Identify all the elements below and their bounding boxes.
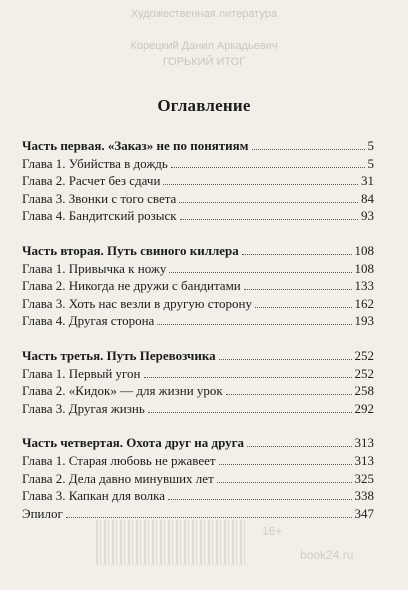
chapter-title: Глава 1. Убийства в дождь xyxy=(22,155,168,171)
toc-chapter-row xyxy=(22,295,374,313)
toc-chapter-row xyxy=(22,155,374,173)
part-title: Часть первая. «Заказ» не по понятиям xyxy=(22,138,249,153)
page-number: 93 xyxy=(361,208,374,224)
dot-leader xyxy=(179,202,358,203)
page-number: 84 xyxy=(361,190,374,206)
toc-chapter-row xyxy=(22,505,374,523)
toc-chapter-row xyxy=(22,190,374,208)
dot-leader xyxy=(247,446,351,447)
dot-leader xyxy=(255,307,352,308)
toc-chapter-row xyxy=(22,277,374,295)
toc-chapter-row xyxy=(22,260,374,278)
toc-section xyxy=(22,347,374,417)
toc-part-row xyxy=(22,434,374,452)
page-number: 193 xyxy=(354,313,374,329)
dot-leader xyxy=(66,517,352,518)
toc-chapter-row xyxy=(22,470,374,488)
show-through-text: Художественная литература xyxy=(130,8,278,20)
dot-leader xyxy=(219,464,352,465)
toc-chapter-row xyxy=(22,487,374,505)
chapter-title: Глава 1. Старая любовь не ржавеет xyxy=(22,452,216,468)
page-number: 31 xyxy=(361,173,374,189)
page-number: 347 xyxy=(354,505,374,521)
dot-leader xyxy=(219,359,352,360)
dot-leader xyxy=(180,219,358,220)
dot-leader xyxy=(144,377,352,378)
page-number: 252 xyxy=(354,365,374,381)
chapter-title: Глава 3. Другая жизнь xyxy=(22,400,145,416)
toc-chapter-row xyxy=(22,452,374,470)
chapter-title: Глава 1. Первый угон xyxy=(22,365,141,381)
toc-chapter-row xyxy=(22,312,374,330)
chapter-title: Глава 2. «Кидок» — для жизни урок xyxy=(22,383,223,399)
dot-leader xyxy=(163,184,358,185)
toc-heading: Оглавление xyxy=(157,96,251,115)
show-through-text: 16+ xyxy=(262,524,283,538)
toc-part-row xyxy=(22,137,374,155)
toc-section xyxy=(22,434,374,522)
toc-part-row xyxy=(22,242,374,260)
page-number: 5 xyxy=(367,138,374,153)
show-through-text: book24.ru xyxy=(300,548,354,562)
page-number: 252 xyxy=(354,347,374,363)
part-title: Часть четвертая. Охота друг на друга xyxy=(22,435,245,451)
page-number: 258 xyxy=(354,383,374,399)
page-number: 5 xyxy=(367,155,374,171)
dot-leader xyxy=(252,149,365,150)
toc-part-row xyxy=(22,347,374,365)
toc-chapter-row xyxy=(22,400,374,418)
part-title: Часть вторая. Путь свиного киллера xyxy=(22,242,239,258)
page-number: 108 xyxy=(354,242,374,258)
table-of-contents xyxy=(22,137,374,539)
page-number: 313 xyxy=(354,452,374,468)
chapter-title: Глава 4. Другая сторона xyxy=(22,313,155,329)
dot-leader xyxy=(157,324,351,325)
toc-chapter-row xyxy=(22,382,374,400)
chapter-title: Глава 4. Бандитский розыск xyxy=(22,208,177,224)
dot-leader xyxy=(171,167,365,168)
chapter-title: Глава 1. Привычка к ножу xyxy=(22,260,167,276)
chapter-title: Глава 3. Хоть нас везли в другую сторону xyxy=(22,295,252,311)
chapter-title: Глава 3. Капкан для волка xyxy=(22,488,166,504)
dot-leader xyxy=(242,254,352,255)
page-number: 133 xyxy=(354,278,374,294)
toc-chapter-row xyxy=(22,172,374,190)
show-through-text: Корецкий Данил Аркадьевич xyxy=(130,40,278,52)
show-through-text: ГОРЬКИЙ ИТОГ xyxy=(162,56,246,68)
chapter-title: Глава 2. Расчет без сдачи xyxy=(22,173,161,189)
page-number: 292 xyxy=(354,400,374,416)
page-number: 325 xyxy=(354,470,374,486)
chapter-title: Эпилог xyxy=(22,505,63,521)
toc-section xyxy=(22,242,374,330)
chapter-title: Глава 3. Звонки с того света xyxy=(22,190,177,206)
chapter-title: Глава 2. Никогда не дружи с бандитами xyxy=(22,278,241,294)
toc-chapter-row xyxy=(22,365,374,383)
dot-leader xyxy=(169,272,351,273)
dot-leader xyxy=(226,394,352,395)
page-number: 162 xyxy=(354,295,374,311)
toc-section xyxy=(22,137,374,225)
part-title: Часть третья. Путь Перевозчика xyxy=(22,347,216,363)
page-number: 338 xyxy=(354,488,374,504)
page-number: 108 xyxy=(354,260,374,276)
dot-leader xyxy=(217,482,352,483)
toc-chapter-row xyxy=(22,207,374,225)
page-number: 313 xyxy=(354,435,374,451)
chapter-title: Глава 2. Дела давно минувших лет xyxy=(22,470,214,486)
dot-leader xyxy=(148,412,352,413)
dot-leader xyxy=(244,289,352,290)
dot-leader xyxy=(168,499,351,500)
